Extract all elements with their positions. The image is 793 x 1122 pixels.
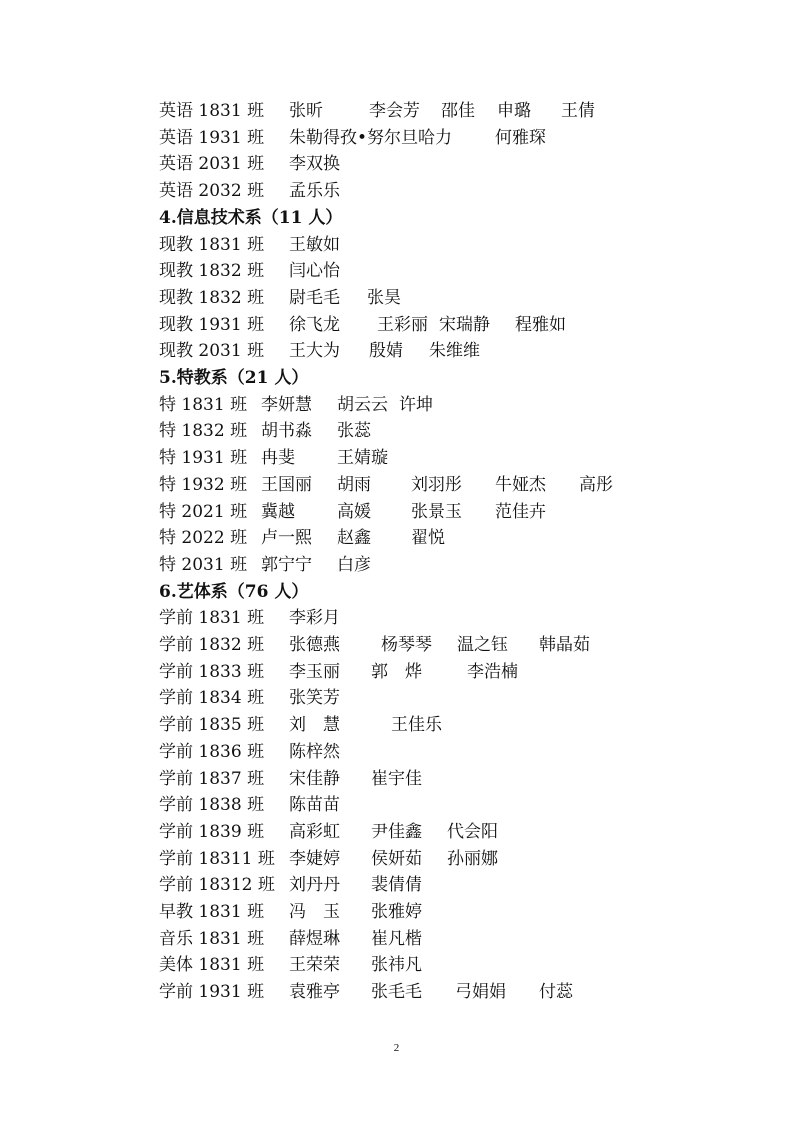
student-name: 王敏如	[289, 235, 340, 255]
class-name: 学前 1832 班	[159, 635, 265, 655]
student-name: 崔凡楷	[371, 929, 422, 949]
section-heading: 6.艺体系（76 人）	[159, 582, 309, 602]
student-name: 刘羽彤	[411, 475, 462, 495]
student-name: 张昊	[367, 288, 401, 308]
student-name: 裴倩倩	[371, 875, 422, 895]
student-name: 许坤	[399, 395, 433, 415]
student-name: 郭 烨	[371, 662, 422, 682]
class-name: 学前 1837 班	[159, 769, 265, 789]
student-name: 孙丽娜	[447, 849, 498, 869]
class-name: 音乐 1831 班	[159, 929, 265, 949]
class-name: 现教 1931 班	[159, 315, 265, 335]
student-name: 张德燕	[289, 635, 340, 655]
class-name: 特 2022 班	[159, 528, 248, 548]
class-name: 特 1931 班	[159, 448, 248, 468]
class-name: 特 2021 班	[159, 502, 248, 522]
class-name: 学前 18312 班	[159, 875, 275, 895]
class-name: 早教 1831 班	[159, 902, 265, 922]
student-name: 陈苗苗	[289, 795, 340, 815]
student-name: 代会阳	[447, 822, 498, 842]
class-name: 学前 1833 班	[159, 662, 265, 682]
student-name: 侯妍茹	[371, 849, 422, 869]
student-name: 徐飞龙	[289, 315, 340, 335]
class-name: 特 1831 班	[159, 395, 248, 415]
student-name: 朱勒得孜•努尔旦哈力	[289, 128, 453, 148]
student-name: 杨琴琴	[381, 635, 432, 655]
class-name: 学前 1835 班	[159, 715, 265, 735]
class-name: 现教 1831 班	[159, 235, 265, 255]
student-name: 王大为	[289, 341, 340, 361]
student-name: 付蕊	[539, 982, 573, 1002]
student-name: 范佳卉	[495, 502, 546, 522]
student-name: 高彩虹	[289, 822, 340, 842]
class-name: 英语 1831 班	[159, 101, 265, 121]
class-name: 英语 2032 班	[159, 181, 265, 201]
student-name: 李玉丽	[289, 662, 340, 682]
class-name: 英语 2031 班	[159, 154, 265, 174]
student-name: 赵鑫	[337, 528, 371, 548]
student-name: 高媛	[337, 502, 371, 522]
class-name: 美体 1831 班	[159, 955, 265, 975]
student-name: 邵佳	[441, 101, 475, 121]
student-name: 何雅琛	[495, 128, 546, 148]
student-name: 卢一熙	[261, 528, 312, 548]
student-name: 王荣荣	[289, 955, 340, 975]
student-name: 宋瑞静	[439, 315, 490, 335]
student-name: 陈梓然	[289, 742, 340, 762]
student-name: 张昕	[289, 101, 323, 121]
class-name: 特 1832 班	[159, 421, 248, 441]
student-name: 张蕊	[337, 421, 371, 441]
student-name: 孟乐乐	[289, 181, 340, 201]
student-name: 张雅婷	[371, 902, 422, 922]
section-heading: 4.信息技术系（11 人）	[159, 208, 343, 228]
class-name: 学前 18311 班	[159, 849, 275, 869]
student-name: 张笑芳	[289, 688, 340, 708]
student-name: 高彤	[579, 475, 613, 495]
student-name: 胡云云	[337, 395, 388, 415]
student-name: 王倩	[561, 101, 595, 121]
class-name: 英语 1931 班	[159, 128, 265, 148]
student-name: 王国丽	[261, 475, 312, 495]
student-name: 程雅如	[515, 315, 566, 335]
student-name: 朱维维	[429, 341, 480, 361]
student-name: 李妍慧	[261, 395, 312, 415]
student-name: 崔宇佳	[371, 769, 422, 789]
class-name: 学前 1831 班	[159, 608, 265, 628]
class-name: 特 1932 班	[159, 475, 248, 495]
student-name: 胡雨	[337, 475, 371, 495]
student-name: 郭宁宁	[261, 555, 312, 575]
student-name: 冀越	[261, 502, 295, 522]
class-name: 学前 1931 班	[159, 982, 265, 1002]
student-name: 薛煜琳	[289, 929, 340, 949]
student-name: 刘 慧	[289, 715, 340, 735]
section-heading: 5.特教系（21 人）	[159, 368, 309, 388]
student-name: 张景玉	[411, 502, 462, 522]
page-number: 2	[393, 1042, 400, 1054]
student-name: 白彦	[337, 555, 371, 575]
student-name: 李婕婷	[289, 849, 340, 869]
student-name: 胡书淼	[261, 421, 312, 441]
student-name: 王婧璇	[337, 448, 388, 468]
student-name: 刘丹丹	[289, 875, 340, 895]
student-name: 李双换	[289, 154, 340, 174]
student-name: 温之钰	[457, 635, 508, 655]
class-name: 学前 1834 班	[159, 688, 265, 708]
student-name: 冯 玉	[289, 902, 340, 922]
student-name: 袁雅亭	[289, 982, 340, 1002]
class-name: 现教 2031 班	[159, 341, 265, 361]
student-name: 王彩丽	[377, 315, 428, 335]
student-name: 韩晶茹	[539, 635, 590, 655]
student-name: 闫心怡	[289, 261, 340, 281]
student-name: 尹佳鑫	[371, 822, 422, 842]
student-name: 牛娅杰	[495, 475, 546, 495]
class-name: 学前 1836 班	[159, 742, 265, 762]
student-name: 宋佳静	[289, 769, 340, 789]
class-name: 现教 1832 班	[159, 261, 265, 281]
student-name: 李彩月	[289, 608, 340, 628]
student-name: 弓娟娟	[455, 982, 506, 1002]
class-name: 特 2031 班	[159, 555, 248, 575]
student-name: 申璐	[497, 101, 531, 121]
student-name: 翟悦	[411, 528, 445, 548]
class-name: 学前 1838 班	[159, 795, 265, 815]
student-name: 李浩楠	[467, 662, 518, 682]
student-name: 冉斐	[261, 448, 295, 468]
student-name: 殷婧	[369, 341, 403, 361]
student-name: 张祎凡	[371, 955, 422, 975]
class-name: 现教 1832 班	[159, 288, 265, 308]
student-name: 李会芳	[369, 101, 420, 121]
student-name: 尉毛毛	[289, 288, 340, 308]
student-name: 王佳乐	[391, 715, 442, 735]
student-name: 张毛毛	[371, 982, 422, 1002]
class-name: 学前 1839 班	[159, 822, 265, 842]
